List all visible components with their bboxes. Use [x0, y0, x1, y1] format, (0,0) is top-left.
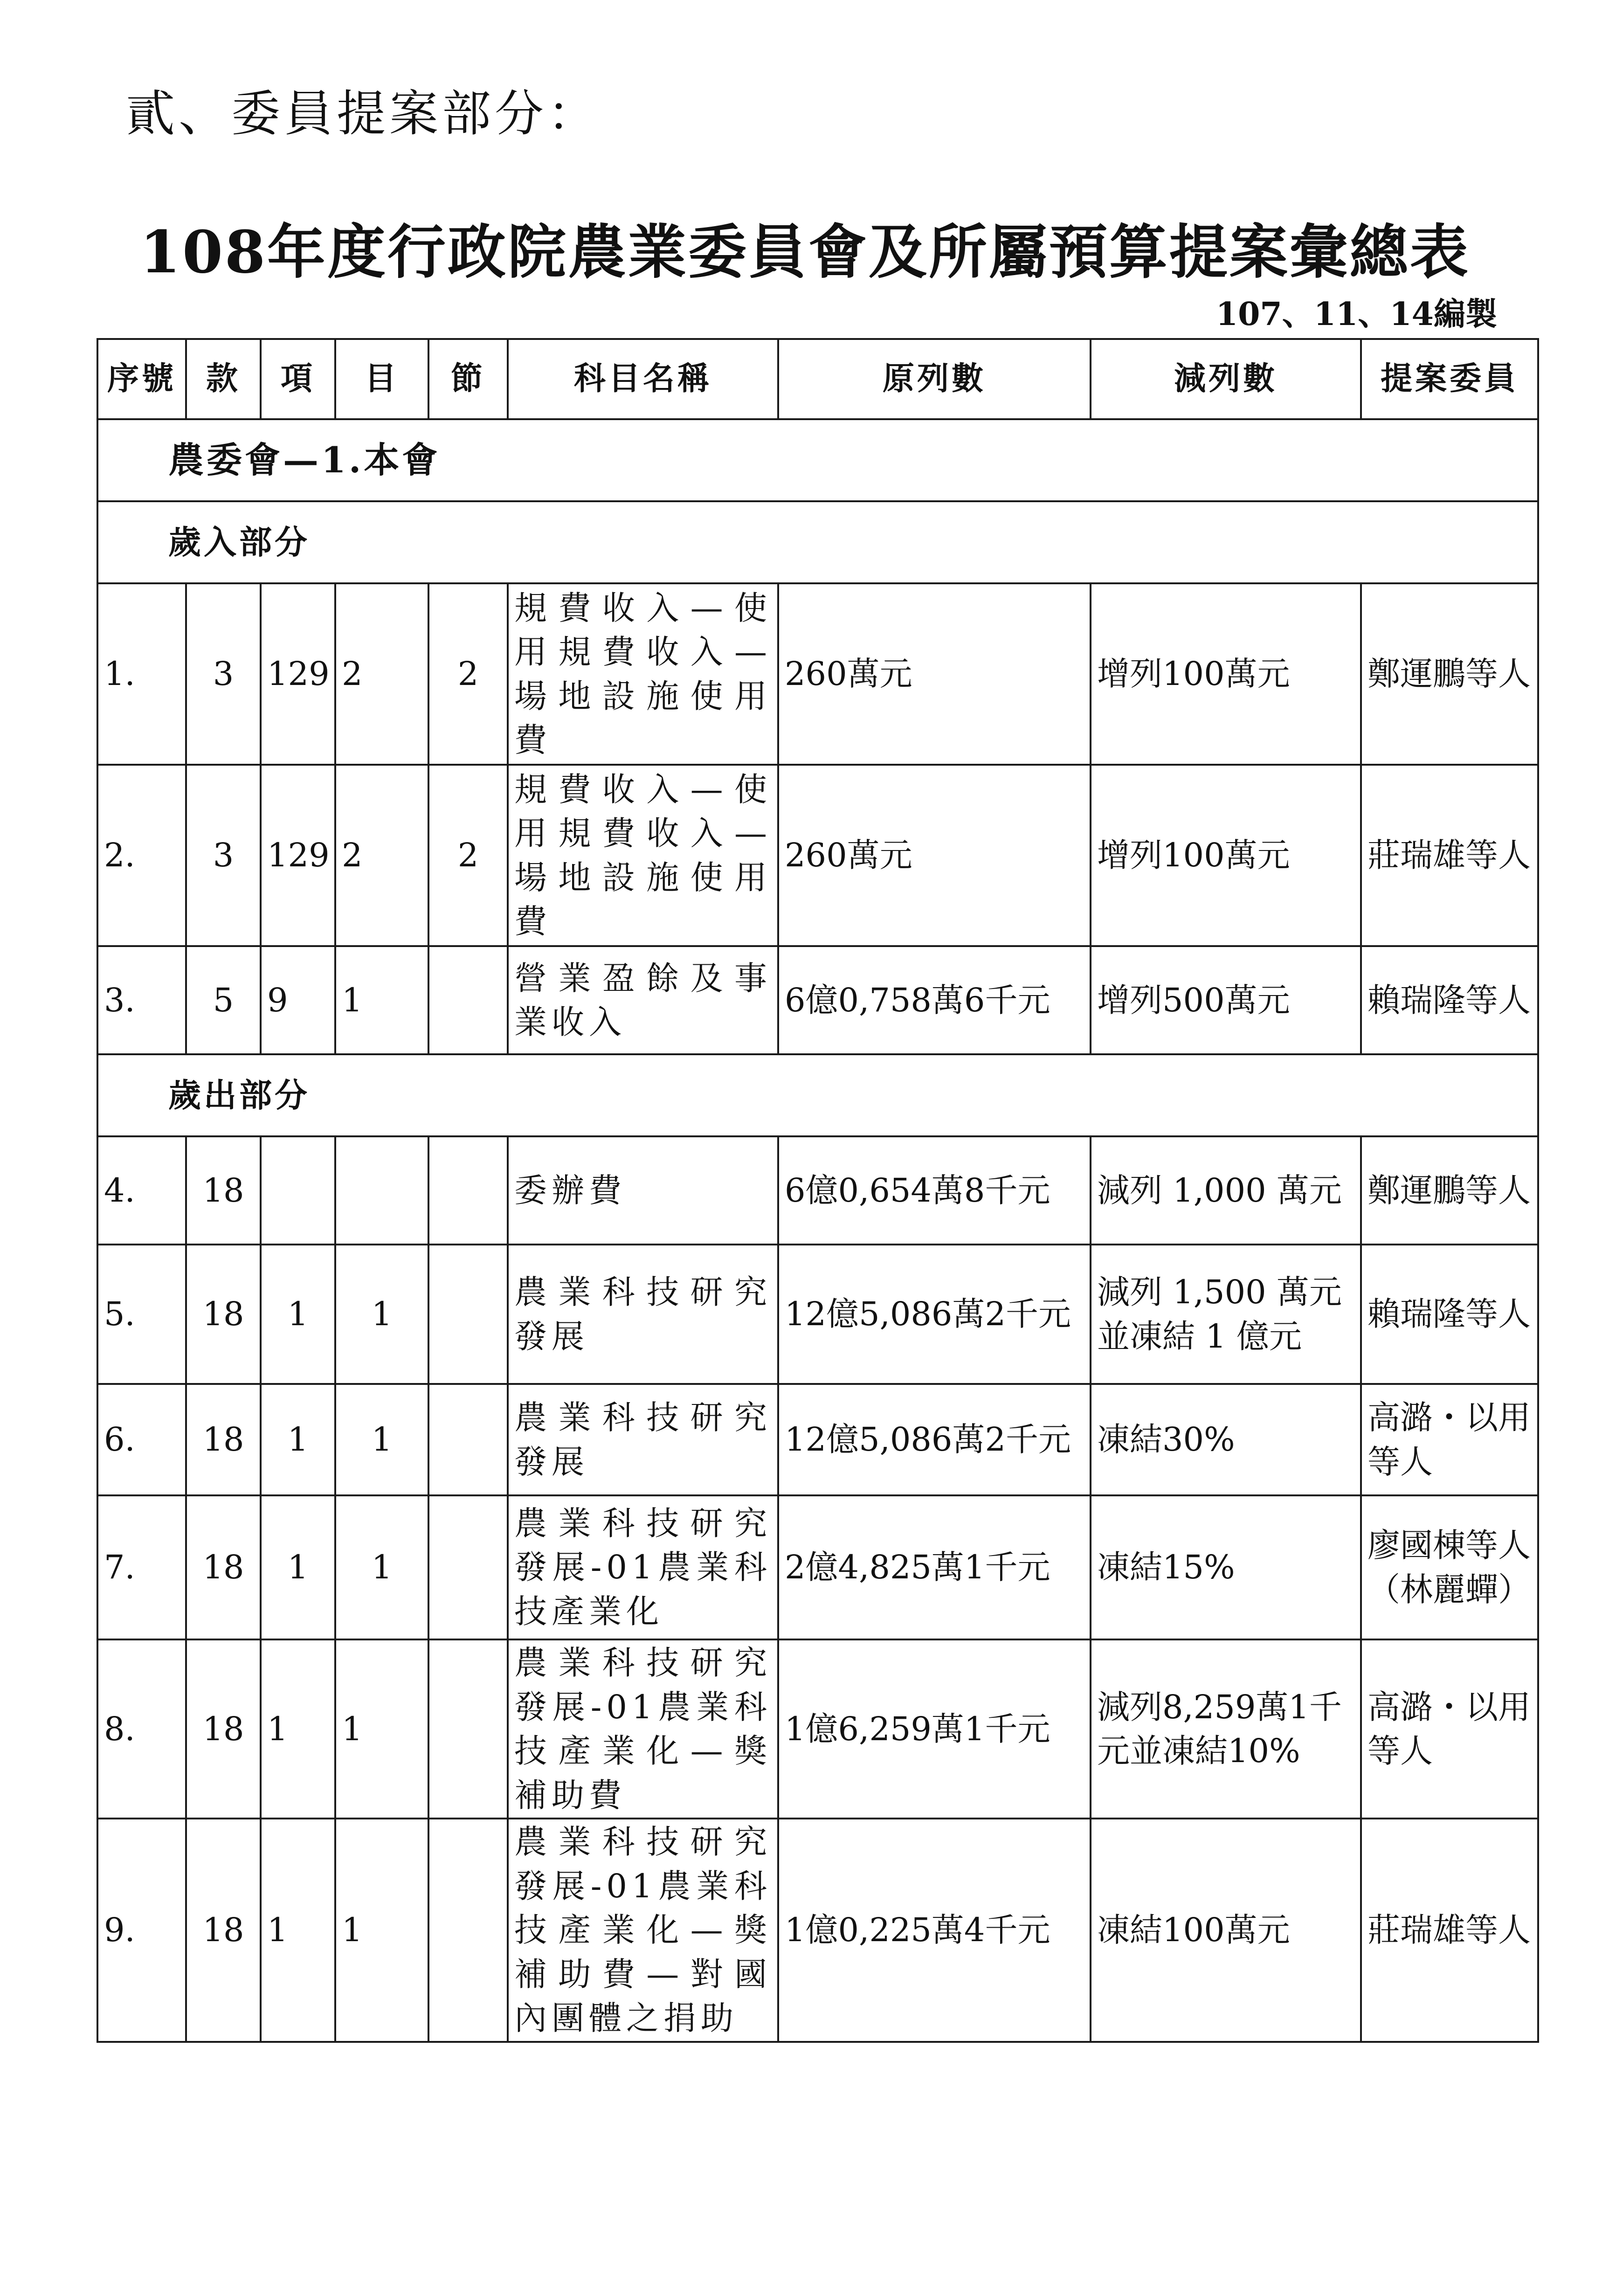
row-jie — [428, 1639, 508, 1819]
row-xiang: 9 — [261, 946, 335, 1054]
row-proposer: 高潞・以用等人 — [1361, 1384, 1538, 1495]
row-reduction: 凍結30% — [1091, 1384, 1361, 1495]
table-row — [97, 1819, 1538, 2042]
row-reduction: 減列 1,000 萬元 — [1091, 1136, 1361, 1245]
row-no: 2. — [97, 765, 186, 946]
header-jie: 節 — [428, 339, 508, 419]
row-original-amount: 260萬元 — [778, 583, 1091, 765]
row-mu — [335, 1136, 428, 1245]
row-jie — [428, 1245, 508, 1384]
row-mu: 1 — [335, 1245, 428, 1384]
row-proposer: 賴瑞隆等人 — [1361, 1245, 1538, 1384]
row-kuan: 18 — [186, 1136, 261, 1245]
row-subject-name: 農業科技研究發展 — [508, 1384, 778, 1495]
header-subject-name: 科目名稱 — [508, 339, 778, 419]
section-heading: 貳、委員提案部分： — [126, 85, 601, 142]
row-no: 5. — [97, 1245, 186, 1384]
row-kuan: 18 — [186, 1819, 261, 2042]
header-mu: 目 — [335, 339, 428, 419]
revenue-label: 歲入部分 — [97, 501, 1538, 583]
row-reduction: 凍結100萬元 — [1091, 1819, 1361, 2042]
header-proposer: 提案委員 — [1361, 339, 1538, 419]
row-no: 6. — [97, 1384, 186, 1495]
row-subject-name: 農業科技研究發展-01農業科技產業化—獎補助費—對國內團體之捐助 — [508, 1819, 778, 2042]
row-kuan: 18 — [186, 1245, 261, 1384]
row-reduction: 增列500萬元 — [1091, 946, 1361, 1054]
row-proposer: 賴瑞隆等人 — [1361, 946, 1538, 1054]
section-title: 農委會—1.本會 — [97, 419, 1538, 501]
row-reduction: 減列 1,500 萬元並凍結 1 億元 — [1091, 1245, 1361, 1384]
table-row — [97, 1384, 1538, 1495]
header-xiang: 項 — [261, 339, 335, 419]
row-xiang — [261, 1136, 335, 1245]
header-reduction: 減列數 — [1091, 339, 1361, 419]
row-xiang: 1 — [261, 1245, 335, 1384]
row-reduction: 增列100萬元 — [1091, 765, 1361, 946]
row-no: 1. — [97, 583, 186, 765]
row-kuan: 3 — [186, 765, 261, 946]
row-jie: 2 — [428, 765, 508, 946]
table-row — [97, 1495, 1538, 1639]
row-no: 9. — [97, 1819, 186, 2042]
row-jie: 2 — [428, 583, 508, 765]
row-reduction: 減列8,259萬1千元並凍結10% — [1091, 1639, 1361, 1819]
row-mu: 1 — [335, 1384, 428, 1495]
row-kuan: 18 — [186, 1495, 261, 1639]
row-proposer: 高潞・以用等人 — [1361, 1639, 1538, 1819]
row-kuan: 5 — [186, 946, 261, 1054]
table-row — [97, 946, 1538, 1054]
row-jie — [428, 1136, 508, 1245]
row-original-amount: 6億0,758萬6千元 — [778, 946, 1091, 1054]
compile-date: 107、11、14編製 — [1216, 296, 1497, 333]
row-proposer: 鄭運鵬等人 — [1361, 583, 1538, 765]
row-reduction: 增列100萬元 — [1091, 583, 1361, 765]
row-kuan: 3 — [186, 583, 261, 765]
row-kuan: 18 — [186, 1639, 261, 1819]
row-subject-name: 營業盈餘及事業收入 — [508, 946, 778, 1054]
row-mu: 1 — [335, 946, 428, 1054]
row-jie — [428, 1495, 508, 1639]
row-subject-name: 農業科技研究發展 — [508, 1245, 778, 1384]
row-subject-name: 委辦費 — [508, 1136, 778, 1245]
revenue-label-row — [97, 501, 1538, 583]
header-kuan: 款 — [186, 339, 261, 419]
row-original-amount: 12億5,086萬2千元 — [778, 1384, 1091, 1495]
header-original-amount: 原列數 — [778, 339, 1091, 419]
table-header-row — [97, 339, 1538, 419]
row-xiang: 1 — [261, 1819, 335, 2042]
row-original-amount: 12億5,086萬2千元 — [778, 1245, 1091, 1384]
row-xiang: 1 — [261, 1495, 335, 1639]
table-row — [97, 765, 1538, 946]
row-xiang: 1 — [261, 1384, 335, 1495]
row-mu: 1 — [335, 1639, 428, 1819]
table-row — [97, 583, 1538, 765]
row-proposer: 莊瑞雄等人 — [1361, 1819, 1538, 2042]
table-row — [97, 1639, 1538, 1819]
budget-proposal-table — [97, 338, 1539, 2043]
row-kuan: 18 — [186, 1384, 261, 1495]
row-original-amount: 1億6,259萬1千元 — [778, 1639, 1091, 1819]
row-proposer: 廖國棟等人（林麗蟬） — [1361, 1495, 1538, 1639]
row-subject-name: 規費收入—使用規費收入—場地設施使用費 — [508, 583, 778, 765]
row-subject-name: 規費收入—使用規費收入—場地設施使用費 — [508, 765, 778, 946]
expenditure-label: 歲出部分 — [97, 1054, 1538, 1136]
row-mu: 2 — [335, 765, 428, 946]
row-subject-name: 農業科技研究發展-01農業科技產業化—獎補助費 — [508, 1639, 778, 1819]
row-mu: 1 — [335, 1495, 428, 1639]
row-original-amount: 2億4,825萬1千元 — [778, 1495, 1091, 1639]
section-row — [97, 419, 1538, 501]
page-title: 108年度行政院農業委員會及所屬預算提案彙總表 — [140, 218, 1470, 286]
row-xiang: 129 — [261, 765, 335, 946]
row-jie — [428, 1819, 508, 2042]
row-xiang: 129 — [261, 583, 335, 765]
row-no: 7. — [97, 1495, 186, 1639]
row-proposer: 鄭運鵬等人 — [1361, 1136, 1538, 1245]
row-subject-name: 農業科技研究發展-01農業科技產業化 — [508, 1495, 778, 1639]
row-original-amount: 1億0,225萬4千元 — [778, 1819, 1091, 2042]
row-jie — [428, 1384, 508, 1495]
header-no: 序號 — [97, 339, 186, 419]
row-mu: 2 — [335, 583, 428, 765]
row-no: 8. — [97, 1639, 186, 1819]
row-xiang: 1 — [261, 1639, 335, 1819]
row-original-amount: 260萬元 — [778, 765, 1091, 946]
row-original-amount: 6億0,654萬8千元 — [778, 1136, 1091, 1245]
table-row — [97, 1245, 1538, 1384]
row-proposer: 莊瑞雄等人 — [1361, 765, 1538, 946]
row-no: 4. — [97, 1136, 186, 1245]
row-no: 3. — [97, 946, 186, 1054]
row-reduction: 凍結15% — [1091, 1495, 1361, 1639]
row-jie — [428, 946, 508, 1054]
table-row — [97, 1136, 1538, 1245]
expenditure-label-row — [97, 1054, 1538, 1136]
row-mu: 1 — [335, 1819, 428, 2042]
